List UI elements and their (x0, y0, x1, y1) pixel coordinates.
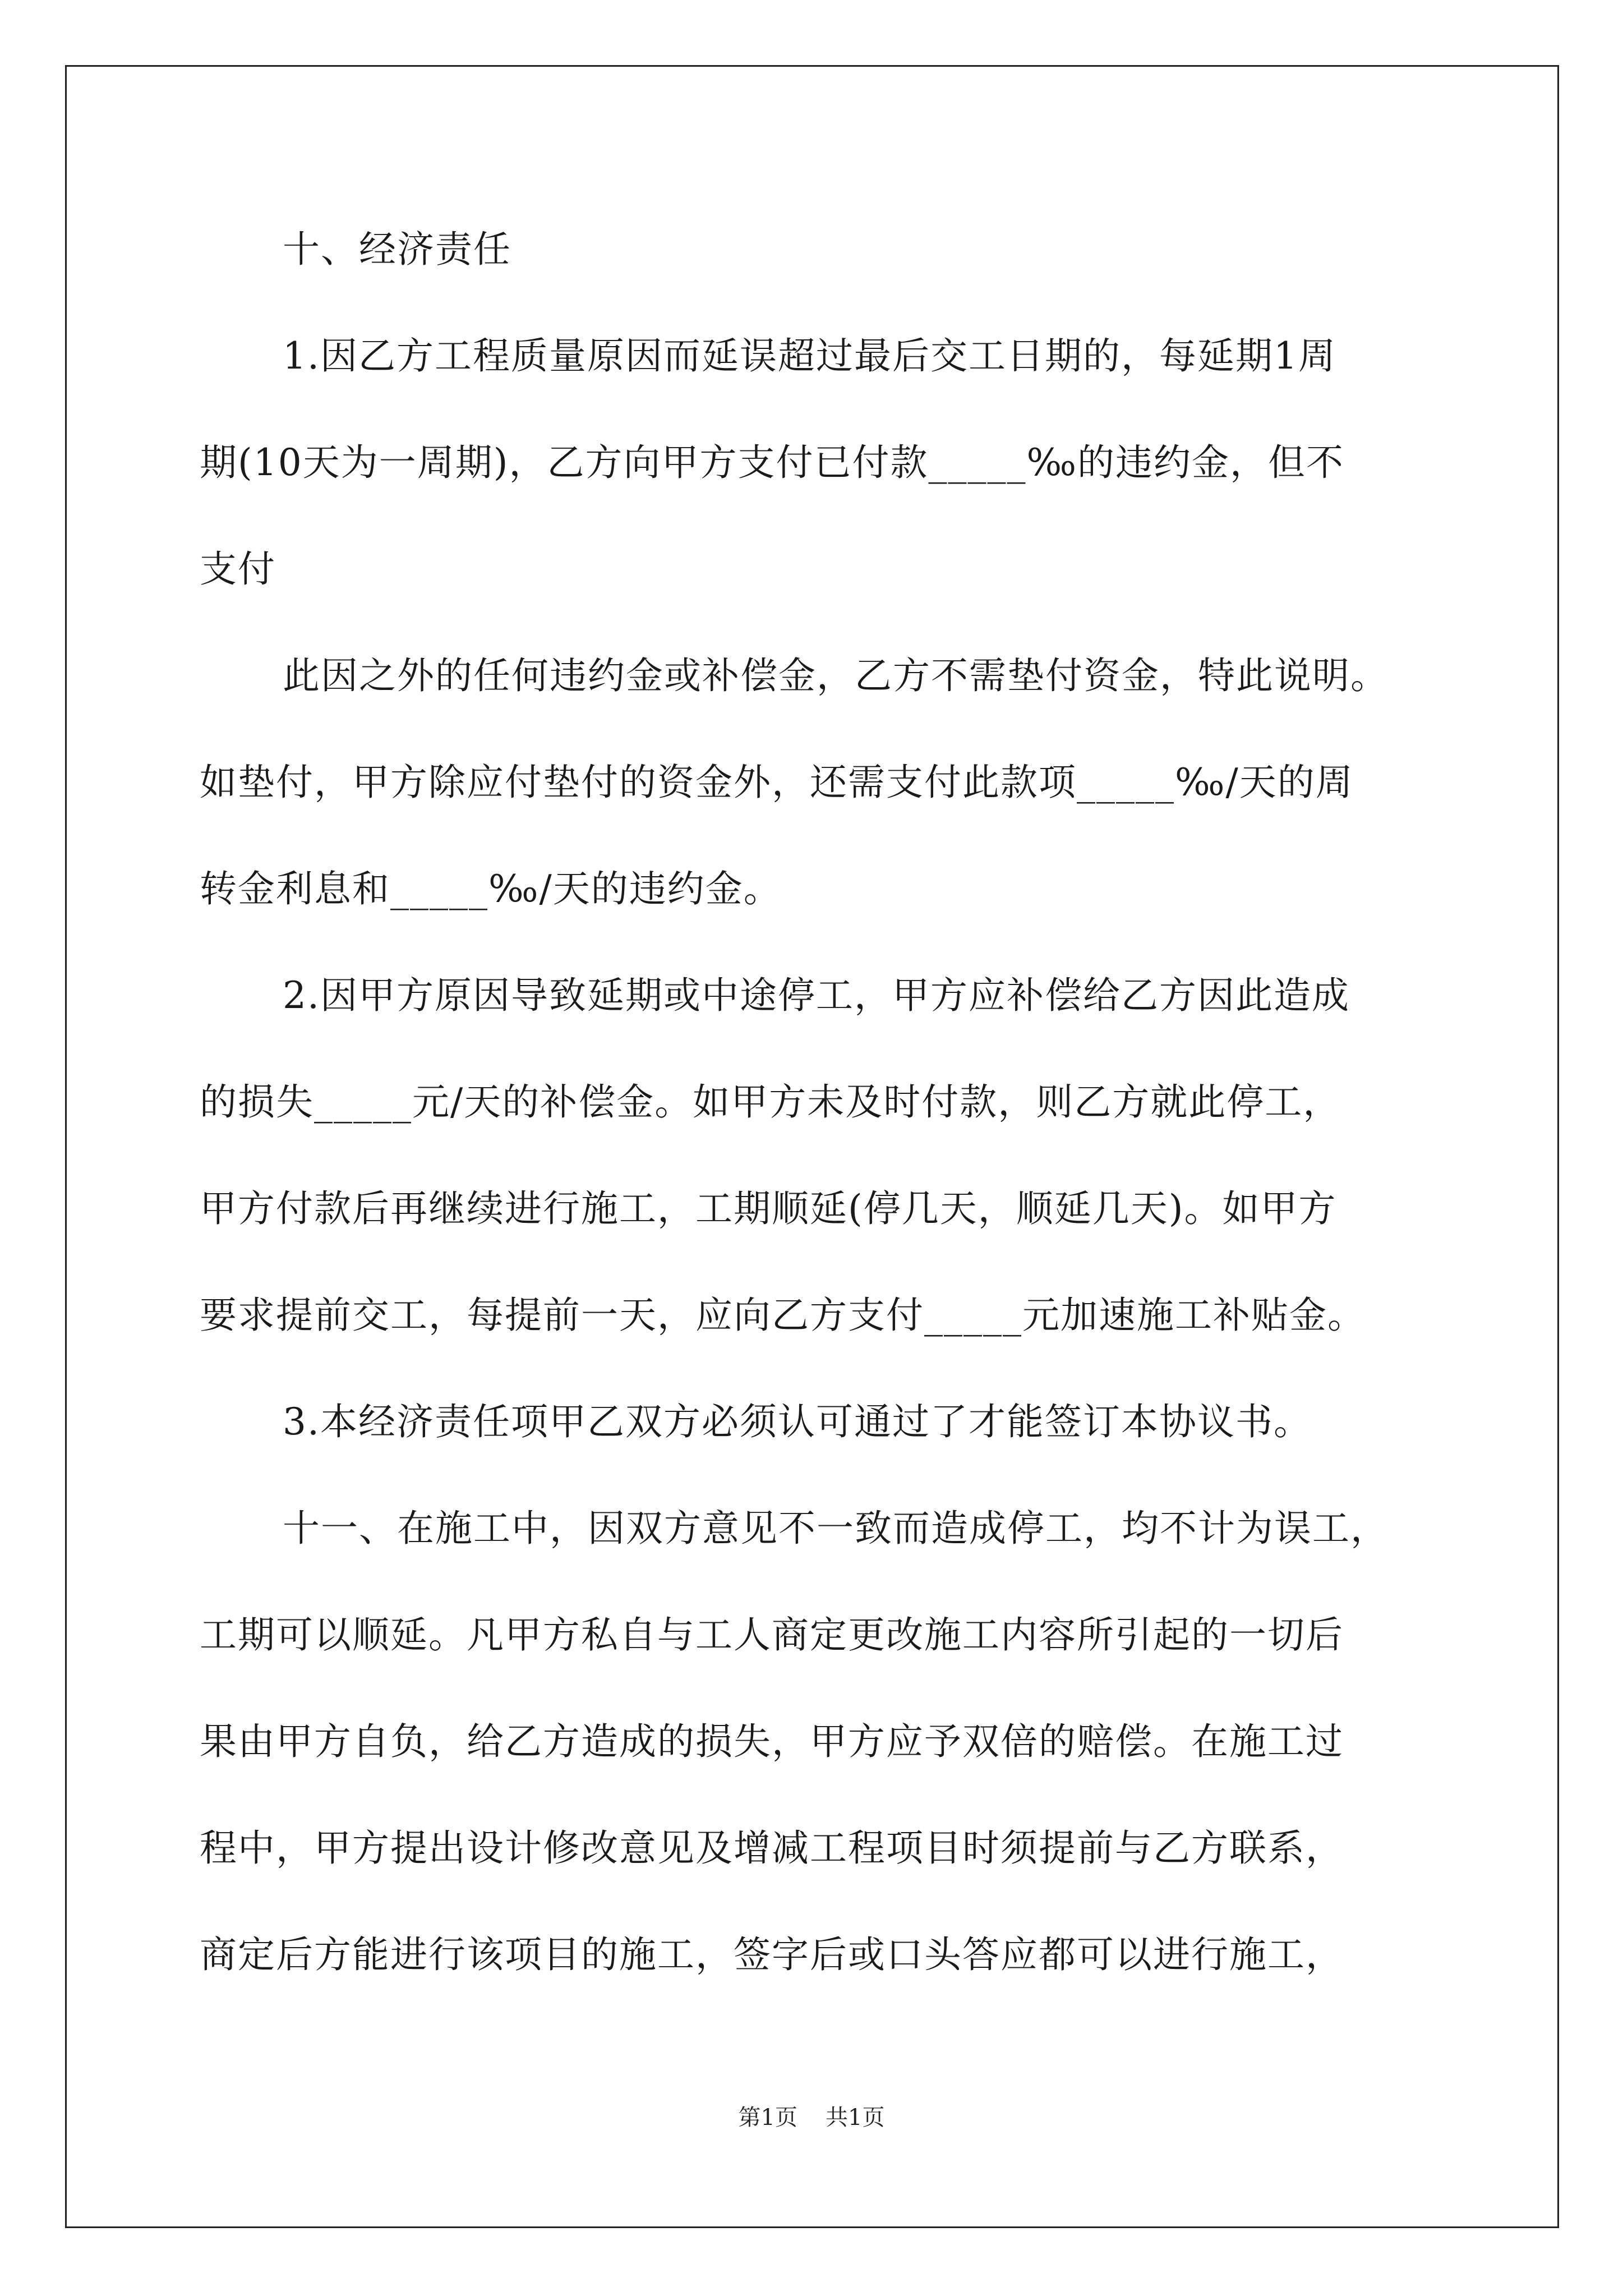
text-line: 此因之外的任何违约金或补偿金，乙方不需垫付资金，特此说明。 (283, 654, 1389, 697)
text-line: 甲方付款后再继续进行施工，工期顺延(停几天，顺延几天)。如甲方 (200, 1187, 1337, 1230)
section-heading-10: 十、经济责任 (283, 228, 511, 271)
text-line: 商定后方能进行该项目的施工，签字后或口头答应都可以进行施工， (200, 1933, 1344, 1976)
text-line: 期(10天为一周期)，乙方向甲方支付已付款_____‰的违约金，但不 (200, 441, 1345, 484)
text-line: 1.因乙方工程质量原因而延误超过最后交工日期的，每延期1周 (283, 334, 1336, 378)
text-line: 3.本经济责任项甲乙双方必须认可通过了才能签订本协议书。 (283, 1400, 1312, 1443)
text-line: 2.因甲方原因导致延期或中途停工，甲方应补偿给乙方因此造成 (283, 974, 1350, 1017)
text-line: 支付 (200, 547, 276, 591)
page-border (65, 65, 1559, 2228)
page-total: 共1页 (826, 2105, 885, 2131)
text-line: 的损失_____元/天的补偿金。如甲方未及时付款，则乙方就此停工， (200, 1080, 1341, 1124)
text-line: 要求提前交工，每提前一天，应向乙方支付_____元加速施工补贴金。 (200, 1294, 1366, 1337)
page-number: 第1页 (738, 2105, 797, 2131)
text-line: 果由甲方自负，给乙方造成的损失，甲方应予双倍的赔偿。在施工过 (200, 1720, 1344, 1763)
section-heading-11: 十一、在施工中，因双方意见不一致而造成停工，均不计为误工， (283, 1507, 1389, 1550)
text-line: 如垫付，甲方除应付垫付的资金外，还需支付此款项_____‰/天的周 (200, 761, 1354, 804)
text-line: 转金利息和_____‰/天的违约金。 (200, 867, 782, 910)
page-footer (0, 2101, 1623, 2134)
text-line: 工期可以顺延。凡甲方私自与工人商定更改施工内容所引起的一切后 (200, 1613, 1344, 1657)
text-line: 程中，甲方提出设计修改意见及增减工程项目时须提前与乙方联系， (200, 1826, 1344, 1870)
